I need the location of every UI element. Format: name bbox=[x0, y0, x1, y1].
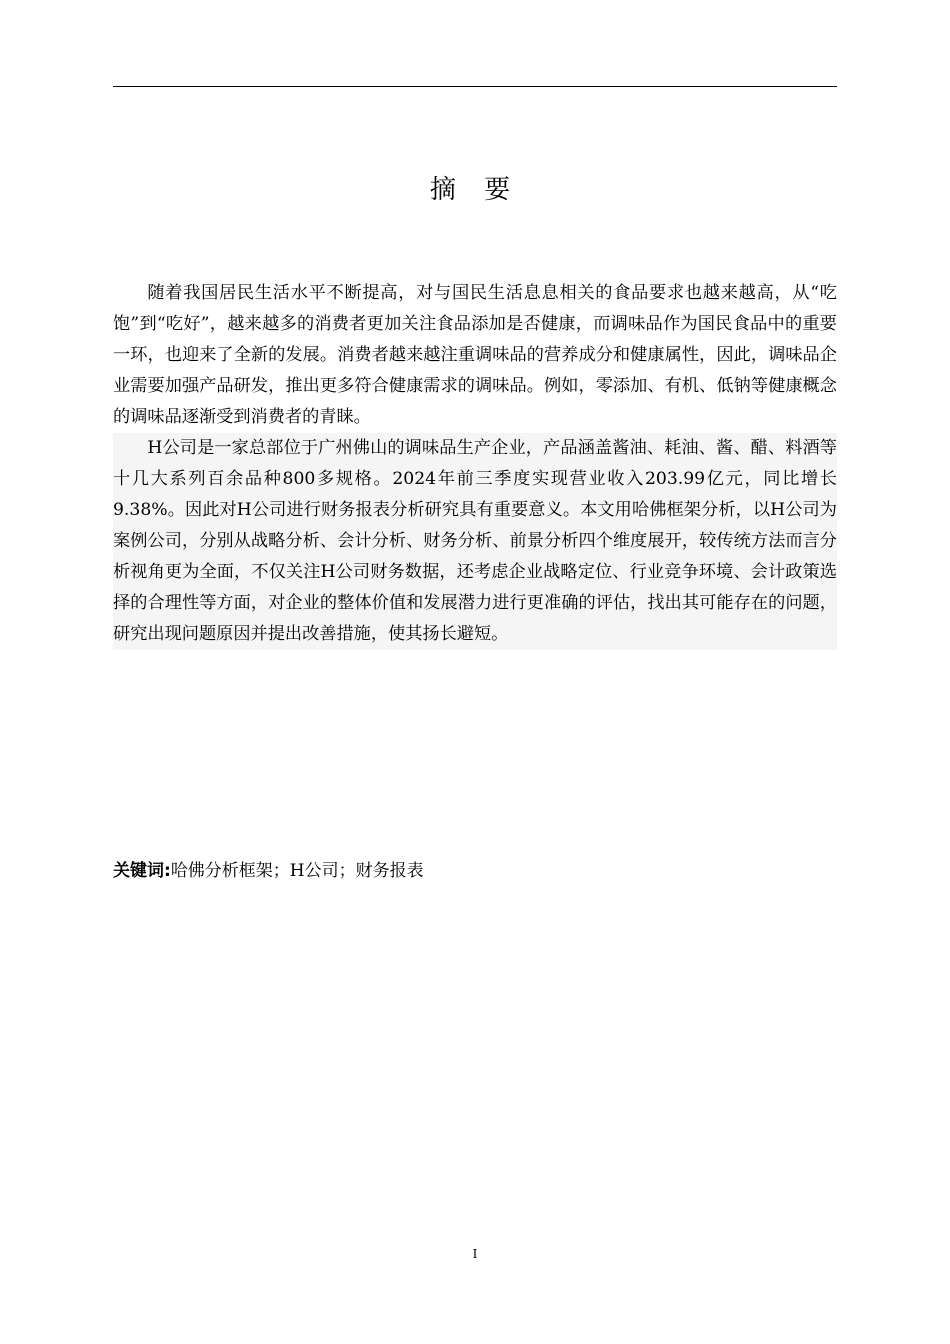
abstract-paragraph-1: 随着我国居民生活水平不断提高，对与国民生活息息相关的食品要求也越来越高，从“吃饱”到“吃好”，越来越多的消费者更加关注食品添加是否健康，而调味品作为国民食品中的重要一环，也迎来了全新的发展。消费者越来越注重调味品的营养成分和健康属性，因此，调味品企业需要加强产品研发，推出更多符合健康需求的调味品。例如，零添加、有机、低钠等健康概念的调味品逐渐受到消费者的青睐。 bbox=[113, 283, 837, 427]
abstract-paragraph-2: H公司是一家总部位于广州佛山的调味品生产企业，产品涵盖酱油、耗油、酱、醋、料酒等十几大系列百余品种800多规格。2024年前三季度实现营业收入203.99亿元，同比增长9.38%。因此对H公司进行财务报表分析研究具有重要意义。本文用哈佛框架分析，以H公司为案例公司，分别从战略分析、会计分析、财务分析、前景分析四个维度展开，较传统方法而言分析视角更为全面，不仅关注H公司财务数据，还考虑企业战略定位、行业竞争环境、会计政策选择的合理性等方面，对企业的整体价值和发展潜力进行更准确的评估，找出其可能存在的问题，研究出现问题原因并提出改善措施，使其扬长避短。 bbox=[113, 433, 837, 650]
keywords-label: 关键词: bbox=[113, 861, 171, 881]
keywords bbox=[113, 858, 424, 884]
abstract-body bbox=[113, 278, 837, 650]
keywords-value: 哈佛分析框架；H公司；财务报表 bbox=[170, 861, 424, 881]
page-title: 摘 要 bbox=[429, 175, 521, 205]
header-rule bbox=[113, 86, 837, 87]
page-number: I bbox=[472, 1247, 478, 1261]
